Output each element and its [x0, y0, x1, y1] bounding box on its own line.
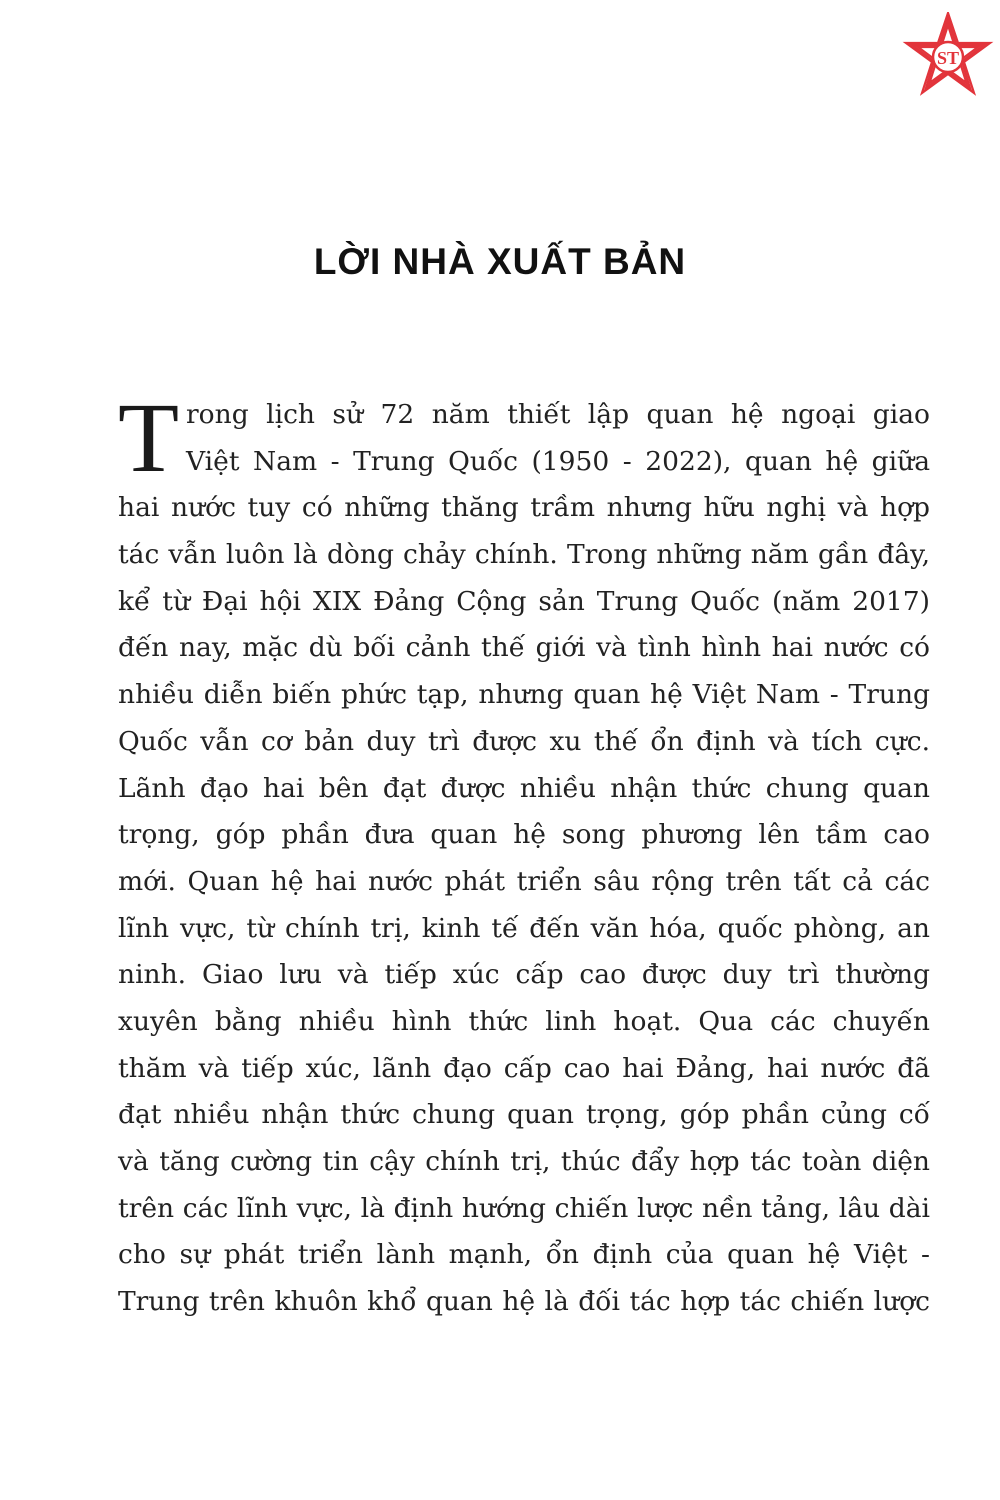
paragraph-line: Việt Nam - Trung Quốc (1950 - 2022), quan hệ giữa [186, 445, 930, 477]
paragraph-line: Lãnh đạo hai bên đạt được nhiều nhận thức chung quan [118, 772, 930, 804]
page-title: LỜI NHÀ XUẤT BẢN [313, 241, 687, 282]
drop-cap: T [118, 382, 180, 493]
paragraph-line: kể từ Đại hội XIX Đảng Cộng sản Trung Quốc (năm 2017) [118, 585, 930, 617]
paragraph-line: đạt nhiều nhận thức chung quan trọng, góp phần củng cố [118, 1099, 930, 1131]
paragraph-line: xuyên bằng nhiều hình thức linh hoạt. Qua các chuyến [118, 1005, 930, 1037]
body-paragraph [118, 382, 930, 1326]
paragraph-line: ninh. Giao lưu và tiếp xúc cấp cao được duy trì thường [118, 959, 930, 991]
paragraph-line: lĩnh vực, từ chính trị, kinh tế đến văn hóa, quốc phòng, an [118, 912, 930, 944]
paragraph-line: cho sự phát triển lành mạnh, ổn định của quan hệ Việt - [118, 1239, 930, 1271]
paragraph-line: hai nước tuy có những thăng trầm nhưng hữu nghị và hợp [118, 492, 930, 524]
paragraph-line: rong lịch sử 72 năm thiết lập quan hệ ngoại giao [186, 399, 930, 430]
paragraph-line: trên các lĩnh vực, là định hướng chiến lược nền tảng, lâu dài [118, 1192, 930, 1224]
paragraph-line: và tăng cường tin cậy chính trị, thúc đẩy hợp tác toàn diện [118, 1146, 930, 1177]
publisher-logo-icon [898, 12, 998, 102]
paragraph-line: trọng, góp phần đưa quan hệ song phương lên tầm cao [118, 819, 930, 851]
paragraph-line: nhiều diễn biến phức tạp, nhưng quan hệ Việt Nam - Trung [118, 679, 930, 711]
paragraph-line: tác vẫn luôn là dòng chảy chính. Trong những năm gần đây, [118, 539, 930, 571]
paragraph-line: đến nay, mặc dù bối cảnh thế giới và tình hình hai nước có [118, 632, 930, 664]
paragraph-line: Quốc vẫn cơ bản duy trì được xu thế ổn định và tích cực. [118, 725, 930, 757]
logo-text: ST [936, 48, 960, 68]
paragraph-line: mới. Quan hệ hai nước phát triển sâu rộng trên tất cả các [118, 865, 930, 897]
star-burst-logo-icon [898, 12, 998, 102]
paragraph-line: thăm và tiếp xúc, lãnh đạo cấp cao hai Đảng, hai nước đã [118, 1052, 930, 1084]
paragraph-line: Trung trên khuôn khổ quan hệ là đối tác hợp tác chiến lược [118, 1286, 930, 1318]
